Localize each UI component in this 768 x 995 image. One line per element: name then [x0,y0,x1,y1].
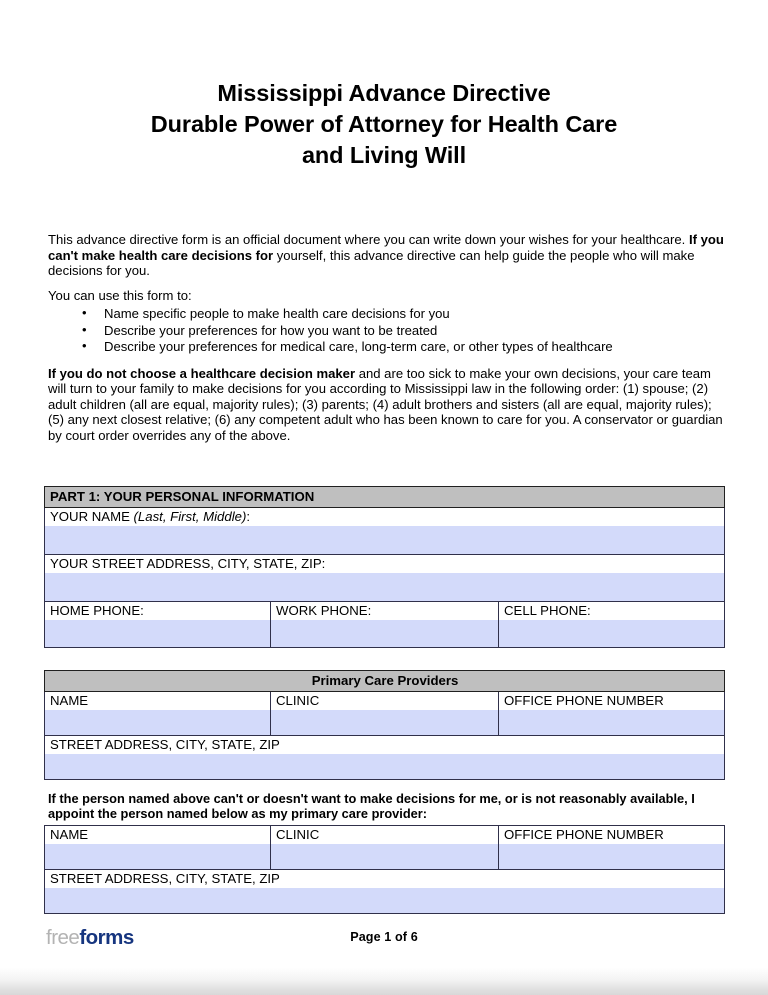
page-number: Page 1 of 6 [350,930,418,944]
part1-personal-information-table [44,486,725,648]
your-address-label: YOUR STREET ADDRESS, CITY, STATE, ZIP: [45,555,724,573]
alt-pcp-office-phone-label: OFFICE PHONE NUMBER [499,826,724,844]
page-bottom-shadow [0,968,768,995]
alt-pcp-office-phone-field[interactable] [499,826,725,870]
intro-section [48,232,725,453]
pcp-address-label: STREET ADDRESS, CITY, STATE, ZIP [45,736,724,754]
work-phone-field[interactable] [271,602,499,648]
pcp-office-phone-field[interactable] [499,692,725,736]
your-name-label [45,508,724,526]
your-name-label-text: YOUR NAME [50,509,134,524]
table-row [45,671,725,692]
title-line-1: Mississippi Advance Directive [217,80,551,106]
alternate-provider-intro: If the person named above can't or doesn't want to make decisions for me, or is not reasonably available, I appoint the person named below as my primary care provider: [48,791,695,822]
your-name-field[interactable] [45,508,725,555]
pcp-clinic-field[interactable] [271,692,499,736]
list-item: • Describe your preferences for medical care, long-term care, or other types of healthcare [104,339,725,355]
intro-p3-post: and are too sick to make your own decisions, your care team will turn to your family to make decisions for you according to Mississippi law in the following order: (1) spouse; (2) adult children (all are equal, majority rules); (3) parents; (4) adult brothers and sisters (all are equal, majority rules); (5) any next closest relative; (6) any competent adult who has been known to care for you. A conservator or guardian by court order overrides any of the above. [48,365,723,443]
table-row [45,826,725,870]
table-row [45,487,725,508]
your-name-label-colon: : [246,509,251,524]
intro-paragraph-2: You can use this form to: [48,287,192,303]
pcp-office-phone-label: OFFICE PHONE NUMBER [499,692,724,710]
cell-phone-field[interactable] [499,602,725,648]
pcp-clinic-label: CLINIC [271,692,498,710]
primary-care-section-header: Primary Care Providers [45,671,725,692]
title-line-2: Durable Power of Attorney for Health Care [150,111,618,137]
table-row [45,736,725,780]
intro-p1-bold: If you can't make health care decisions for [48,232,724,263]
alt-pcp-address-label: STREET ADDRESS, CITY, STATE, ZIP [45,870,724,888]
alt-pcp-name-label: NAME [45,826,270,844]
logo-free-text: free [46,926,80,949]
alt-pcp-clinic-field[interactable] [271,826,499,870]
uses-list [48,306,725,355]
alt-pcp-name-field[interactable] [45,826,271,870]
primary-care-providers-table [44,670,725,780]
home-phone-label: HOME PHONE: [45,602,270,620]
title-line-3: and Living Will [301,142,467,168]
your-address-field[interactable] [45,555,725,602]
pcp-name-label: NAME [45,692,270,710]
logo-forms-text: forms [79,926,134,949]
intro-p3-bold: If you do not choose a healthcare decision maker [48,365,356,381]
pcp-name-field[interactable] [45,692,271,736]
list-item: • Name specific people to make health care decisions for you [104,306,725,322]
your-name-label-hint: (Last, First, Middle) [133,509,247,524]
intro-paragraph-1 [48,232,725,279]
intro-p1-pre: This advance directive form is an official document where you can write down your wishes for your healthcare. [48,232,689,247]
part1-section-header: PART 1: YOUR PERSONAL INFORMATION [45,487,725,508]
alt-pcp-address-field[interactable] [45,870,725,914]
page-footer [0,926,768,956]
list-item: • Describe your preferences for how you want to be treated [104,323,725,339]
home-phone-field[interactable] [45,602,271,648]
pcp-address-field[interactable] [45,736,725,780]
table-row [45,870,725,914]
intro-paragraph-3 [48,366,725,444]
intro-p1-post: yourself, this advance directive can help guide the people who will make decisions for you. [48,247,695,279]
table-row [45,508,725,555]
table-row [45,555,725,602]
page-title [0,78,768,171]
alternate-primary-care-provider-table [44,825,725,914]
work-phone-label: WORK PHONE: [271,602,498,620]
table-row [45,692,725,736]
cell-phone-label: CELL PHONE: [499,602,724,620]
table-row [45,602,725,648]
alt-pcp-clinic-label: CLINIC [271,826,498,844]
